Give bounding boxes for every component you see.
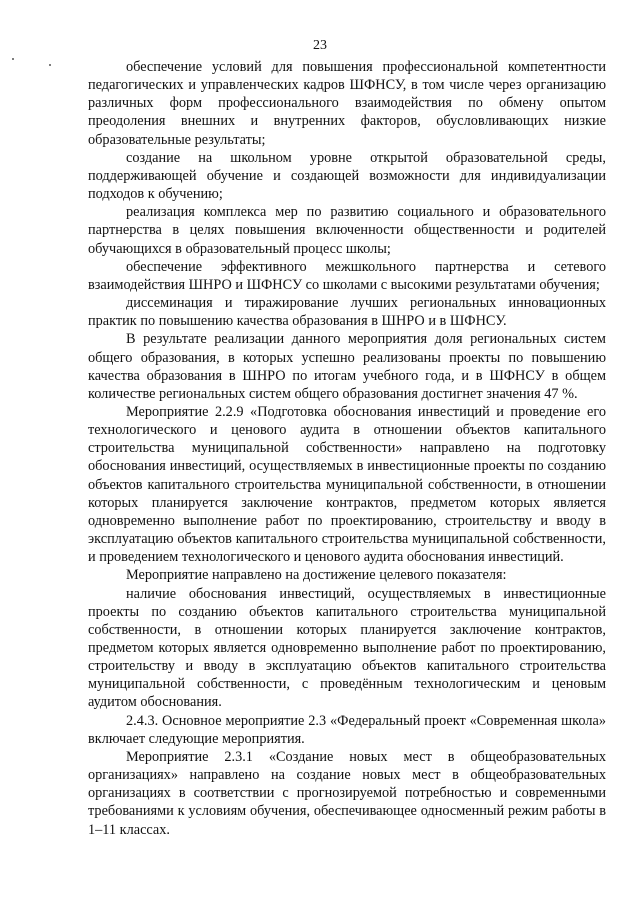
document-body	[88, 58, 606, 839]
paragraph: Мероприятие 2.2.9 «Подготовка обоснования инвестиций и проведение его технологического и ценового аудита в отношении объектов капитального строительства муниципальной собственности» направлено на подготовку обоснования инвестиций, осуществляемых в инвестиционные проекты по созданию объектов капитального строительства муниципальной собственности, в отношении которых планируется заключение контрактов, предметом которых является одновременно выполнение работ по проектированию, строительству и вводу в эксплуатацию объектов капитального строительства муниципальной собственности, и проведением технологического и ценового аудита обоснования инвестиций.	[88, 403, 606, 566]
paragraph: 2.4.3. Основное мероприятие 2.3 «Федеральный проект «Современная школа» включает следующие мероприятия.	[88, 712, 606, 747]
paragraph: диссеминация и тиражирование лучших региональных инновационных практик по повышению качества образования в ШНРО и в ШФНСУ.	[88, 295, 606, 330]
paragraph: обеспечение условий для повышения профессиональной компетентности педагогических и управленческих кадров ШФНСУ, в том числе через организацию различных форм профессионального взаимодействия по обмену опытом преодоления внешних и внутренних факторов, обусловливающих низкие образовательные результаты;	[88, 59, 606, 148]
paragraph: обеспечение эффективного межшкольного партнерства и сетевого взаимодействия ШНРО и ШФНСУ со школами с высокими результатами обучения;	[88, 258, 606, 293]
page-number: 23	[313, 38, 327, 53]
paragraph: создание на школьном уровне открытой образовательной среды, поддерживающей обучение и создающей возможности для индивидуализации подходов к обучению;	[88, 149, 606, 203]
paragraph: реализация комплекса мер по развитию социального и образовательного партнерства в целях повышения включенности общественности и родителей обучающихся в образовательный процесс школы;	[88, 204, 606, 257]
scan-speck	[12, 58, 14, 60]
paragraph: Мероприятие направлено на достижение целевого показателя:	[126, 567, 507, 584]
paragraph: наличие обоснования инвестиций, осуществляемых в инвестиционные проекты по созданию объектов капитального строительства муниципальной собственности, в отношении которых планируется заключение контрактов, предметом которых является одновременно выполнение работ по проектированию, строительству и вводу в эксплуатацию объектов капитального строительства муниципальной собственности, с проведённым технологическим и ценовым аудитом обоснования.	[88, 585, 606, 711]
scan-speck	[49, 64, 51, 66]
paragraph: В результате реализации данного мероприятия доля региональных систем общего образования, в которых успешно реализованы проекты по повышению качества образования в ШНРО по итогам учебного года, и в ШФНСУ в общем количестве региональных систем общего образования достигнет значения 47 %.	[88, 331, 606, 402]
paragraph: Мероприятие 2.3.1 «Создание новых мест в общеобразовательных организациях» направлено на создание новых мест в общеобразовательных организациях в соответствии с прогнозируемой потребностью и современными требованиями к условиям обучения, обеспечивающее односменный режим работы в 1–11 классах.	[88, 748, 606, 838]
